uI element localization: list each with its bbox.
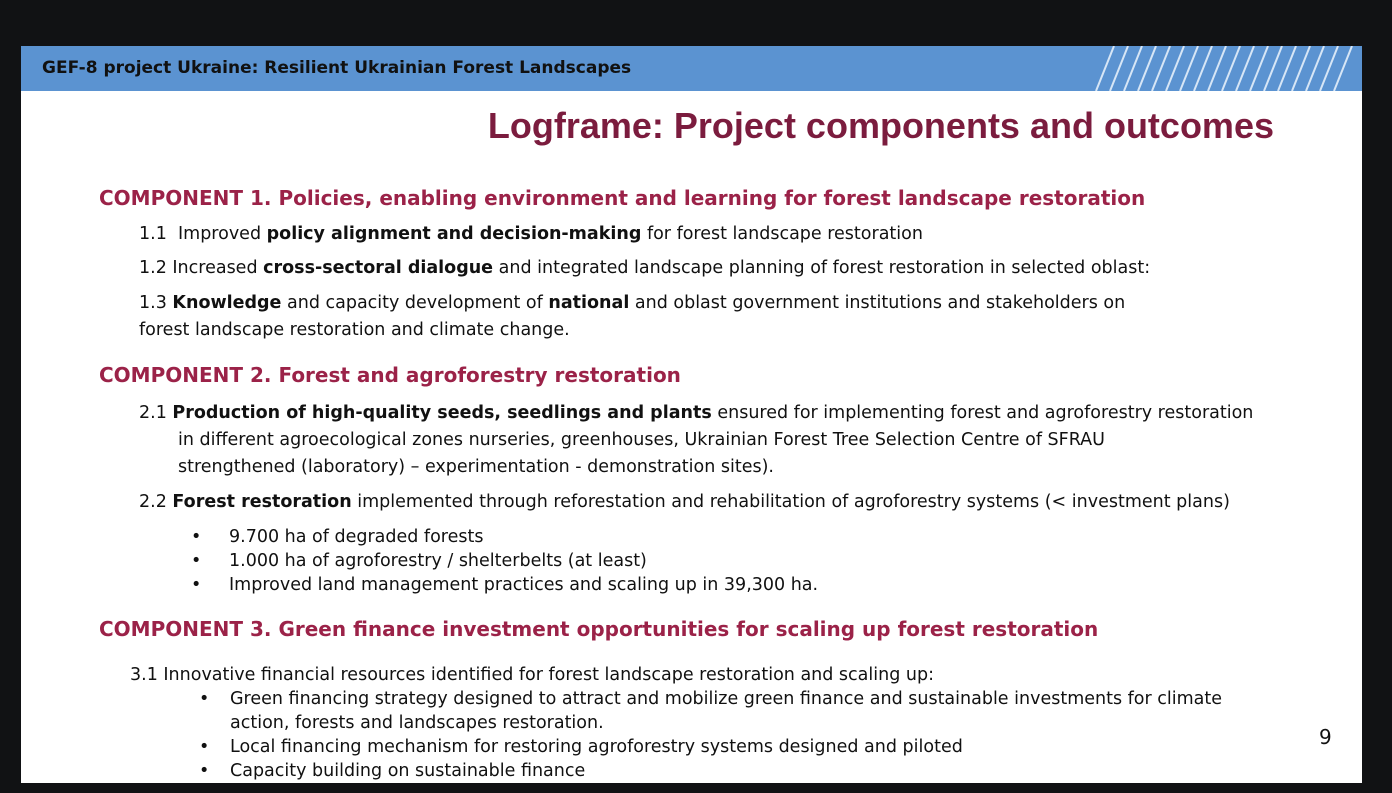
page-number: 9 (1319, 725, 1332, 749)
outcome-bold-text: cross-sectoral dialogue (263, 258, 494, 278)
bullet-item: Green financing strategy designed to attract and mobilize green finance and sustainable investments for climate (230, 689, 1223, 709)
outcome-1-2 (139, 258, 1150, 278)
outcome-1-3-continued: forest landscape restoration and climate change. (139, 320, 570, 340)
outcome-2-1-continued: in different agroecological zones nurseries, greenhouses, Ukrainian Forest Tree Selection Centre of SFRAU (178, 430, 1105, 450)
outcome-text: 2.1 (139, 403, 167, 423)
outcome-1-1 (139, 224, 923, 244)
slide (21, 46, 1362, 783)
bullet-marker: • (199, 689, 210, 709)
bullet-item: Improved land management practices and scaling up in 39,300 ha. (229, 575, 819, 595)
outcome-3-1: 3.1 Innovative financial resources identified for forest landscape restoration and scaling up: (130, 665, 934, 685)
outcome-text: and capacity development of (287, 293, 543, 313)
bullet-marker: • (199, 737, 210, 757)
bullet-marker: • (191, 551, 202, 571)
outcome-number: 1.1 (139, 224, 167, 244)
outcome-2-1-continued: strengthened (laboratory) – experimentation - demonstration sites). (178, 457, 774, 477)
bullet-item: Local financing mechanism for restoring agroforestry systems designed and piloted (230, 737, 963, 757)
bullet-item-continued: action, forests and landscapes restoration. (230, 713, 604, 733)
bullet-marker: • (199, 761, 210, 781)
bullet-item: 9.700 ha of degraded forests (229, 527, 484, 547)
component-1-heading: COMPONENT 1. Policies, enabling environment and learning for forest landscape restoration (99, 186, 1146, 210)
outcome-bold-text: national (548, 293, 630, 313)
outcome-bold-text: Forest restoration (172, 492, 352, 512)
outcome-2-1 (139, 403, 1253, 423)
banner-title: GEF-8 project Ukraine: Resilient Ukrainian Forest Landscapes (42, 58, 632, 78)
component-2-heading: COMPONENT 2. Forest and agroforestry restoration (99, 363, 681, 387)
outcome-text: implemented through reforestation and rehabilitation of agroforestry systems (< investment plans) (357, 492, 1230, 512)
outcome-text: and oblast government institutions and stakeholders on (634, 293, 1126, 313)
outcome-bold-text: Production of high-quality seeds, seedlings and plants (172, 403, 712, 423)
header-banner (21, 46, 1362, 91)
bullet-marker: • (191, 527, 202, 547)
outcome-text: 1.2 Increased (139, 258, 258, 278)
outcome-2-2 (139, 492, 1230, 512)
outcome-1-3 (139, 293, 1125, 313)
outcome-text: 1.3 (139, 293, 167, 313)
bullet-marker: • (191, 575, 202, 595)
outcome-text: ensured for implementing forest and agroforestry restoration (717, 403, 1254, 423)
bullet-item: 1.000 ha of agroforestry / shelterbelts (at least) (229, 551, 647, 571)
bullet-item: Capacity building on sustainable finance (230, 761, 586, 781)
slide-title: Logframe: Project components and outcomes (487, 105, 1274, 146)
component-3-heading: COMPONENT 3. Green finance investment opportunities for scaling up forest restoration (99, 617, 1099, 641)
outcome-bold-text: policy alignment and decision-making (266, 224, 642, 244)
outcome-text: Improved (177, 224, 262, 244)
diagonal-stripes-decoration (1082, 46, 1362, 91)
outcome-bold-text: Knowledge (172, 293, 282, 313)
outcome-text: 2.2 (139, 492, 167, 512)
outcome-text: and integrated landscape planning of forest restoration in selected oblast: (498, 258, 1151, 278)
outcome-text: for forest landscape restoration (646, 224, 923, 244)
